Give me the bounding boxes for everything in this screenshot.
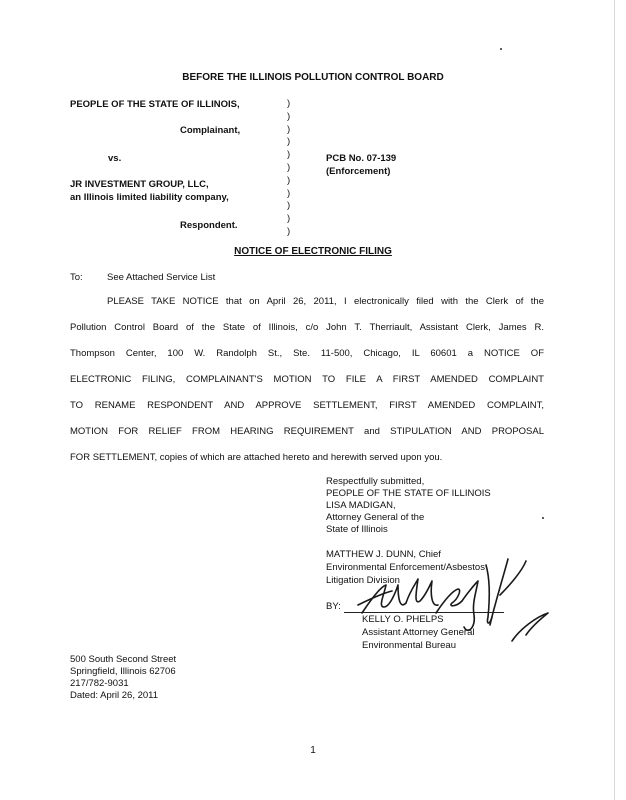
signature-org: PEOPLE OF THE STATE OF ILLINOIS [326,488,491,499]
closing: Respectfully submitted, [326,476,425,487]
to-value: See Attached Service List [107,272,216,283]
division-name-1: Environmental Enforcement/Asbestos [326,562,485,573]
page-number: 1 [310,745,316,756]
signer-title: Assistant Attorney General [362,627,475,638]
notice-heading: NOTICE OF ELECTRONIC FILING [234,246,392,257]
body-line-6: MOTION FOR RELIEF FROM HEARING REQUIREMENT and STIPULATION AND PROPOSAL [70,426,544,437]
address-city: Springfield, Illinois 62706 [70,666,176,677]
document-title: BEFORE THE ILLINOIS POLLUTION CONTROL BOARD [182,72,444,83]
signer-bureau: Environmental Bureau [362,640,456,651]
body-line-7: FOR SETTLEMENT, copies of which are attached hereto and herewith served upon you. [70,452,443,463]
respondent-description: an Illinois limited liability company, [70,192,229,203]
case-number: PCB No. 07-139 [326,153,397,164]
date-line: Dated: April 26, 2011 [70,690,159,701]
signer-name: KELLY O. PHELPS [362,614,444,625]
by-label: BY: [326,601,341,612]
address-street: 500 South Second Street [70,654,177,665]
scan-edge [614,0,615,800]
respondent-label: Respondent. [180,220,238,231]
body-line-1: PLEASE TAKE NOTICE that on April 26, 2011, I electronically filed with the Clerk of the [107,296,544,307]
versus-label: vs. [108,153,122,164]
attorney-general-name: LISA MADIGAN, [326,500,396,511]
complainant-label: Complainant, [180,125,241,136]
plaintiff-name: PEOPLE OF THE STATE OF ILLINOIS, [70,99,240,110]
caption-parentheses: ) ) ) ) ) ) ) ) ) ) ) [287,98,291,237]
scan-speck [542,517,544,519]
respondent-name: JR INVESTMENT GROUP, LLC, [70,179,209,190]
handwritten-signature [340,555,555,645]
body-line-4: ELECTRONIC FILING, COMPLAINANT'S MOTION TO FILE A FIRST AMENDED COMPLAINT [70,374,544,385]
body-line-5: TO RENAME RESPONDENT AND APPROVE SETTLEMENT, FIRST AMENDED COMPLAINT, [70,400,544,411]
case-type: (Enforcement) [326,166,391,177]
division-name-2: Litigation Division [326,575,400,586]
attorney-general-title-2: State of Illinois [326,524,388,535]
scan-speck [500,48,502,50]
body-line-3: Thompson Center, 100 W. Randolph St., Ste. 11-500, Chicago, IL 60601 a NOTICE OF [70,348,544,359]
address-phone: 217/782-9031 [70,678,129,689]
body-line-2: Pollution Control Board of the State of Illinois, c/o John T. Therriault, Assistant Clerk, James R. [70,322,544,333]
attorney-general-title-1: Attorney General of the [326,512,425,523]
division-chief: MATTHEW J. DUNN, Chief [326,549,441,560]
to-label: To: [70,272,83,283]
